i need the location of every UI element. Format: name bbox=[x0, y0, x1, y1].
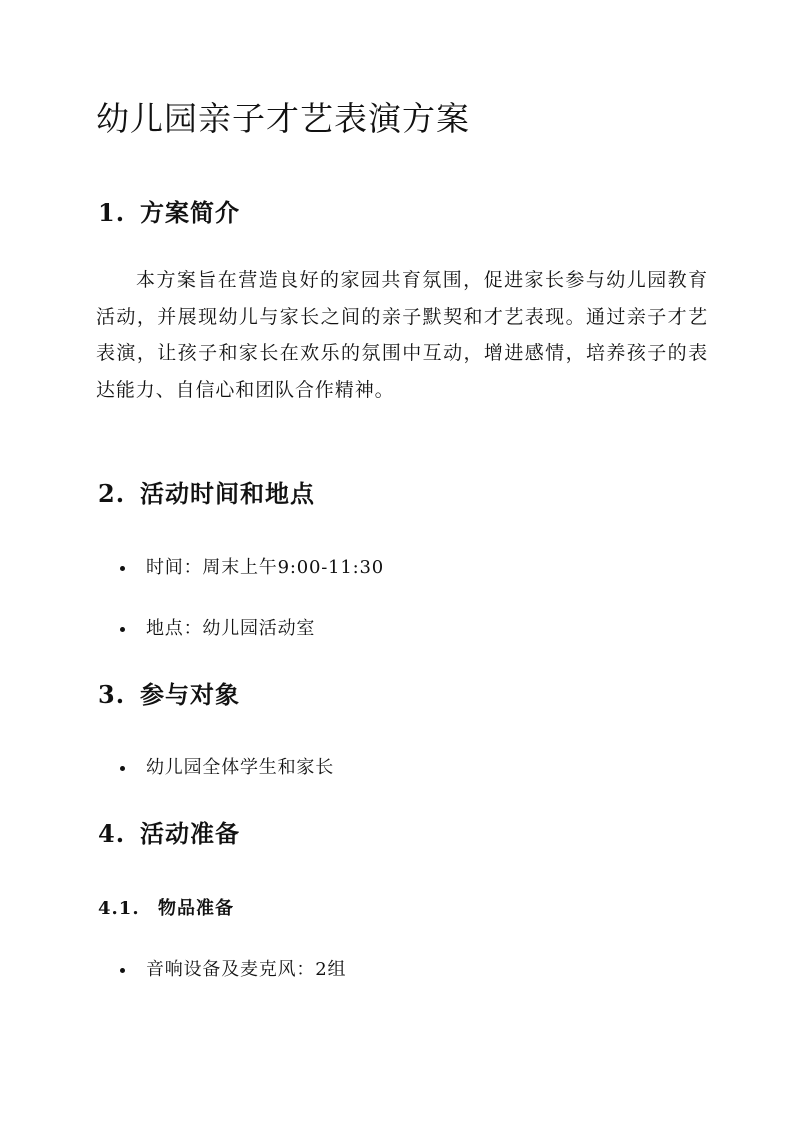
list-item bbox=[120, 555, 384, 581]
section-number: 1. bbox=[98, 198, 126, 227]
list-item bbox=[120, 755, 334, 781]
section-heading-3 bbox=[98, 678, 240, 712]
list-item bbox=[120, 616, 384, 642]
list-item bbox=[120, 957, 346, 983]
section-title: 参与对象 bbox=[140, 680, 240, 709]
list-item-text: 地点：幼儿园活动室 bbox=[146, 618, 316, 639]
subsection-heading-4-1 bbox=[98, 896, 234, 922]
section-title: 活动时间和地点 bbox=[140, 479, 315, 508]
bullet-icon bbox=[120, 968, 125, 973]
document-title: 幼儿园亲子才艺表演方案 bbox=[96, 99, 470, 138]
bullet-icon bbox=[120, 766, 125, 771]
section-title: 活动准备 bbox=[140, 819, 240, 848]
subsection-number: 4.1. bbox=[98, 898, 140, 919]
section-number: 3. bbox=[98, 680, 126, 709]
time-location-list bbox=[120, 555, 384, 642]
bullet-icon bbox=[120, 566, 125, 571]
bullet-icon bbox=[120, 627, 125, 632]
section-number: 4. bbox=[98, 819, 126, 848]
section-title: 方案简介 bbox=[140, 198, 240, 227]
list-item-text: 幼儿园全体学生和家长 bbox=[146, 757, 334, 778]
participants-list bbox=[120, 755, 334, 781]
list-item-text: 时间：周末上午9:00-11:30 bbox=[146, 557, 384, 578]
list-item-text: 音响设备及麦克风：2组 bbox=[146, 959, 347, 980]
section-heading-2 bbox=[98, 477, 315, 511]
section-heading-1 bbox=[98, 196, 240, 230]
subsection-title: 物品准备 bbox=[158, 898, 234, 919]
materials-list bbox=[120, 957, 346, 983]
section-heading-4 bbox=[98, 817, 240, 851]
intro-paragraph: 本方案旨在营造良好的家园共育氛围，促进家长参与幼儿园教育活动，并展现幼儿与家长之间的亲子默契和才艺表现。通过亲子才艺表演，让孩子和家长在欢乐的氛围中互动，增进感情，培养孩子的表达能力、自信心和团队合作精神。 bbox=[96, 269, 708, 401]
section-number: 2. bbox=[98, 479, 126, 508]
